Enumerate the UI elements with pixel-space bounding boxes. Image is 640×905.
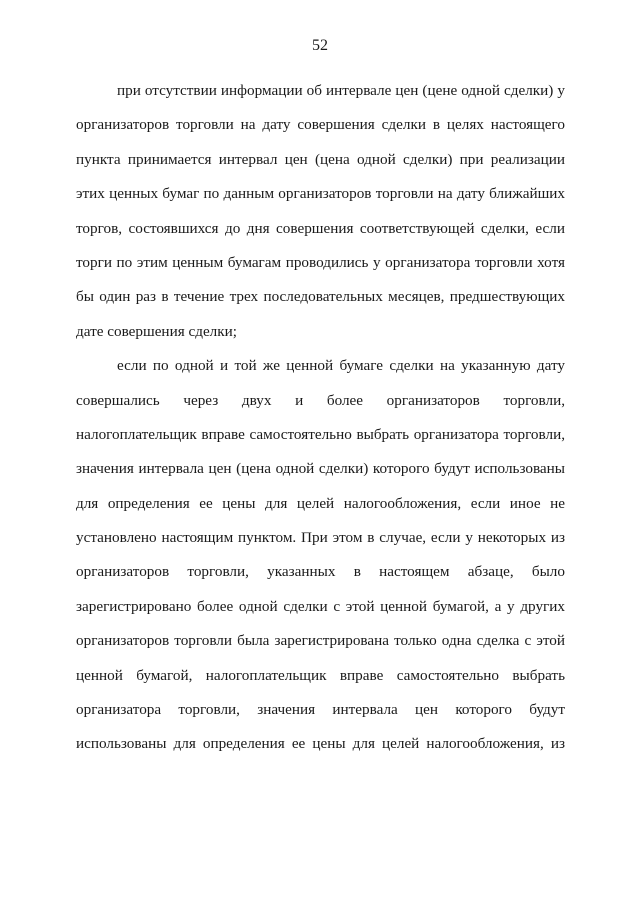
text-line: организаторов торговли, указанных в настоящем абзаце, было <box>76 563 565 581</box>
text-line: установлено настоящим пунктом. При этом в случае, если у некоторых из <box>76 529 565 547</box>
text-line: торгов, состоявшихся до дня совершения соответствующей сделки, если <box>76 219 565 237</box>
text-line: организатора торговли, значения интервала цен которого будут <box>76 701 565 719</box>
text-line: пункта принимается интервал цен (цена одной сделки) при реализации <box>76 150 565 168</box>
text-line: если по одной и той же ценной бумаге сделки на указанную дату <box>117 357 565 375</box>
text-line: значения интервала цен (цена одной сделки) которого будут использованы <box>76 460 565 478</box>
text-line: торги по этим ценным бумагам проводились у организатора торговли хотя <box>76 253 565 271</box>
text-line: налогоплательщик вправе самостоятельно выбрать организатора торговли, <box>76 425 565 443</box>
text-line: зарегистрировано более одной сделки с этой ценной бумагой, а у других <box>76 597 565 615</box>
text-line: ценной бумагой, налогоплательщик вправе самостоятельно выбрать <box>76 666 565 684</box>
document-body <box>76 74 565 762</box>
text-line: бы один раз в течение трех последовательных месяцев, предшествующих <box>76 288 565 306</box>
text-line: при отсутствии информации об интервале цен (цене одной сделки) у <box>117 82 565 99</box>
text-line: использованы для определения ее цены для целей налогообложения, из <box>76 735 565 753</box>
text-line: организаторов торговли на дату совершения сделки в целях настоящего <box>76 116 565 134</box>
paragraph-2 <box>76 349 565 762</box>
text-line: совершались через двух и более организаторов торговли, <box>76 391 565 409</box>
paragraph-1 <box>76 74 565 349</box>
text-line: организаторов торговли была зарегистрирована только одна сделка с этой <box>76 632 565 650</box>
text-line: этих ценных бумаг по данным организаторов торговли на дату ближайших <box>76 185 565 203</box>
page-number: 52 <box>312 37 328 54</box>
text-line: дате совершения сделки; <box>76 322 237 340</box>
text-line: для определения ее цены для целей налогообложения, если иное не <box>76 494 565 512</box>
